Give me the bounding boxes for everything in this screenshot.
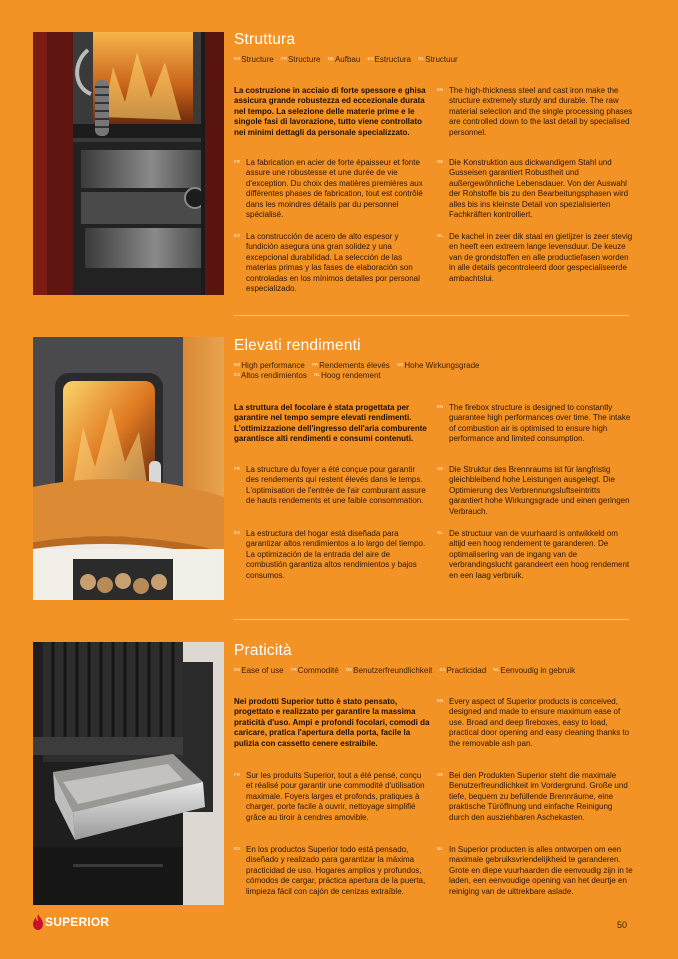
lang-label: ENHigh performance bbox=[234, 361, 305, 370]
stove-firebox-photo bbox=[33, 337, 224, 600]
language-labels bbox=[234, 55, 634, 65]
paragraph-es: ES La construcción de acero de alto espesor y fundición asegura una gran solidez y una excepcional durabilidad. La selección de las materias primas y las fases de elaboración son controladas en los mínimos detalles por personal especializado. bbox=[234, 232, 420, 294]
lang-label: NLStructuur bbox=[418, 55, 458, 64]
stove-structure-photo bbox=[33, 32, 224, 295]
lang-label: ESPracticidad bbox=[439, 666, 487, 675]
lang-label: ESAltos rendimientos bbox=[234, 371, 307, 380]
lang-label: DEBenutzerfreundlichkeit bbox=[345, 666, 433, 675]
lang-label: FRRendements élevés bbox=[312, 361, 390, 370]
section-title: Praticità bbox=[234, 642, 292, 659]
section-divider bbox=[234, 619, 629, 620]
lang-label: DEHohe Wirkungsgrade bbox=[397, 361, 480, 370]
lang-label: FRCommodité bbox=[290, 666, 339, 675]
paragraph-de: DE Bei den Produkten Superior steht die maximale Benutzerfreundlichkeit im Vordergrund. Große und tiefe, bequem zu befüllende Brennräume, eine praktische Türöffnung und einfache Reinigung durch den ausziehbaren Aschekasten. bbox=[437, 771, 628, 822]
paragraph-it: La costruzione in acciaio di forte spessore e ghisa assicura grande robustezza ed eccezionale durata nel tempo. La selezione delle materie prime e le singole fasi di lavorazione, tutto viene controllato nei minimi dettagli da personale specializzato. bbox=[234, 86, 426, 137]
lang-label: FRStructure bbox=[280, 55, 321, 64]
lang-label: DEAufbau bbox=[327, 55, 361, 64]
lang-label: ENEase of use bbox=[234, 666, 284, 675]
paragraph-de: DE Die Struktur des Brennraums ist für langfristig gleichbleibend hohe Leistungen ausgelegt. Die Optimierung des Verbrennungsluftseintritts garantiert hohe Wirkungsgrade und einen geringen Verbrauch. bbox=[437, 465, 630, 516]
paragraph-en: EN The firebox structure is designed to constantly guarantee high performances over time. The intake of combustion air is optimised to ensure high performance and limited consumption. bbox=[437, 403, 631, 444]
lang-label: ESEstructura bbox=[367, 55, 412, 64]
paragraph-nl: NL De kachel in zeer dik staal en gietijzer is zeer stevig en heeft een extreem lange levensduur. De keuze van de grondstoffen en alle productiefasen worden in alle details gecontroleerd door gespecialiseerde ambachtslui. bbox=[437, 232, 633, 283]
section-title: Elevati rendimenti bbox=[234, 337, 361, 354]
paragraph-nl: NL De structuur van de vuurhaard is ontwikkeld om altijd een hoog rendement te garanderen. De optimalisering van de ingang van de verbrandingslucht garandeert een hoog rendement en een laag verbruik. bbox=[437, 529, 630, 580]
paragraph-fr: FR La fabrication en acier de forte épaisseur et fonte assure une robustesse et une durée de vie d'exception. Du choix des matières premières aux différentes phases de fabrication, tout est contrôlé dans les moindres détails par du personnel spécialisé. bbox=[234, 158, 423, 220]
paragraph-it: La struttura del focolare è stata progettata per garantire nel tempo sempre elevati rendimenti. L'ottimizzazione dell'ingresso dell'aria comburente garantisce alti rendimenti e consumi contenuti. bbox=[234, 403, 427, 444]
lang-label: NLHoog rendement bbox=[314, 371, 381, 380]
superior-logo bbox=[33, 914, 109, 930]
paragraph-fr: FR La structure du foyer a été conçue pour garantir des rendements qui restent élevés dans le temps. L'optimisation de l'entrée de l'air comburant assure de hauts rendements et une faible consommation. bbox=[234, 465, 426, 506]
language-labels bbox=[234, 666, 634, 676]
page-number: 50 bbox=[617, 920, 628, 930]
paragraph-es: ES En los productos Superior todo está pensado, diseñado y realizado para garantizar la máxima practicidad de uso. Hogares amplios y profundos, cómodos de cargar, práctica apertura de la puerta, limpieza fácil con cajón de cenizas extraíble. bbox=[234, 845, 426, 896]
flame-icon bbox=[33, 914, 43, 930]
lang-label: ENStructure bbox=[234, 55, 274, 64]
section-divider bbox=[234, 315, 629, 316]
paragraph-fr: FR Sur les produits Superior, tout a été pensé, conçu et réalisé pour garantir une commodité d'utilisation maximale. Foyers larges et profonds, pratiques à charger, porte facile à ouvrir, nettoyage simplifié grâce au tiroir à cendres amovible. bbox=[234, 771, 425, 822]
paragraph-en: EN The high-thickness steel and cast iron make the structure extremely sturdy and durable. The raw material selection and the single processing phases are controlled down to the last detail by specialised personnel. bbox=[437, 86, 633, 137]
paragraph-nl: NL In Superior producten is alles ontworpen om een maximale gebruiksvriendelijkheid te garanderen. Grote en diepe vuurhaarden die eenvoudig zijn in te laden, een eenvoudige opening van het deurtje en reiniging van de uittrekbare aslade. bbox=[437, 845, 633, 896]
lang-label: NLEenvoudig in gebruik bbox=[493, 666, 576, 675]
paragraph-es: ES La estructura del hogar está diseñada para garantizar altos rendimientos a lo largo del tiempo. La optimización de la entrada del aire de combustión garantiza altos rendimientos y bajos consumos. bbox=[234, 529, 426, 580]
section-title: Struttura bbox=[234, 31, 296, 48]
brand-name: SUPERIOR bbox=[45, 915, 110, 929]
paragraph-de: DE Die Konstruktion aus dickwandigem Stahl und Gusseisen garantiert Robustheit und außergewöhnliche Lebensdauer. Von der Auswahl der Rohstoffe bis zu den Bearbeitungsphasen wird alles bis ins kleinste Detail von spezialisierten Fachkräften kontrolliert. bbox=[437, 158, 629, 220]
stove-ashpan-photo bbox=[33, 642, 224, 905]
language-labels bbox=[234, 361, 534, 381]
paragraph-en: EN Every aspect of Superior products is conceived, designed and made to ensure maximum ease of use. Broad and deep fireboxes, easy to load, practical door opening and easy cleaning thanks to the removable ash pan. bbox=[437, 697, 630, 748]
paragraph-it: Nei prodotti Superior tutto è stato pensato, progettato e realizzato per garantire la massima praticità d'uso. Ampi e profondi focolari, comodi da caricare, pratica l'apertura della porta, facile la pulizia con cassetto cenere estraibile. bbox=[234, 697, 430, 748]
